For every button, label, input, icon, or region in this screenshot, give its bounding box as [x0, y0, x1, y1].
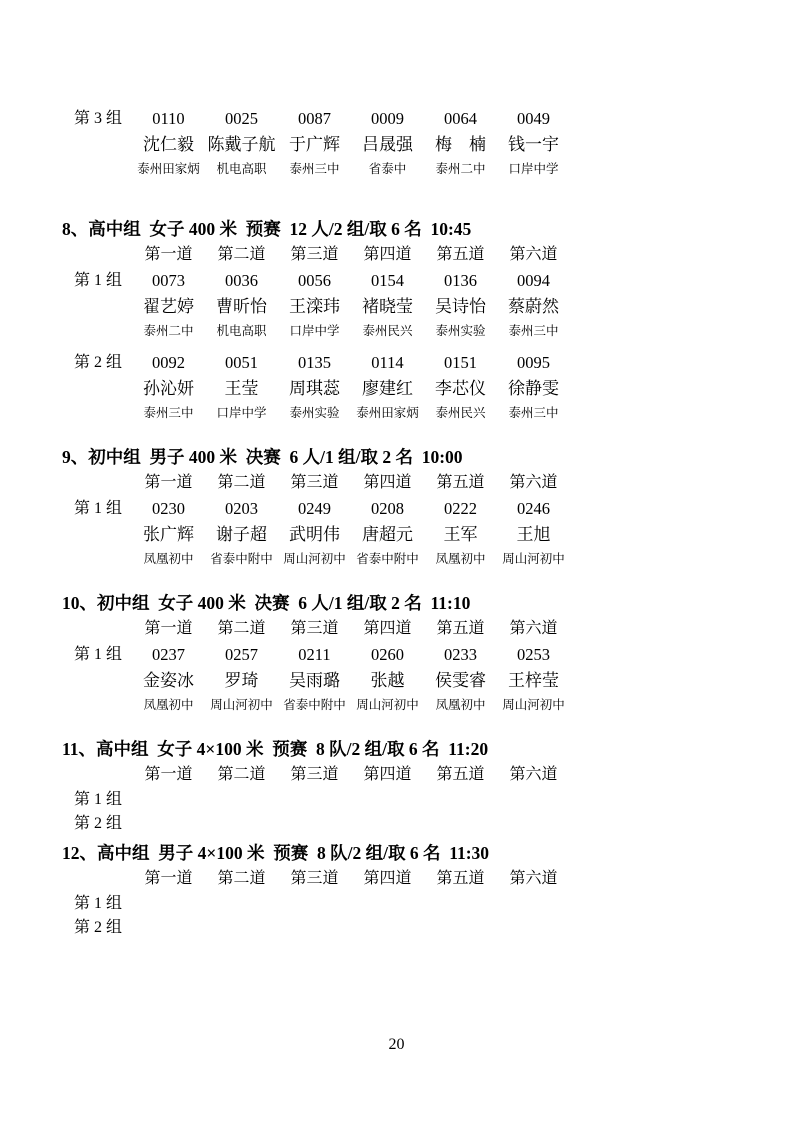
heat-group: [0, 642, 793, 716]
lane-header: 第四道: [363, 246, 412, 263]
school-name: 省泰中附中: [210, 552, 273, 566]
athlete-name: 唐超元: [362, 525, 413, 544]
athlete-name: 李芯仪: [435, 379, 486, 398]
school-name: 凤凰初中: [435, 552, 486, 566]
athlete-name: 于广辉: [289, 135, 340, 154]
bib-number: 0095: [517, 353, 550, 372]
bib-number: 0025: [225, 109, 258, 128]
athlete-name: 吴雨璐: [289, 671, 340, 690]
school-name: 周山河初中: [210, 698, 273, 712]
spacer: [64, 320, 132, 342]
athlete-name-row: [64, 522, 793, 548]
page-number: 20: [388, 1036, 405, 1053]
event-section-12: [0, 840, 793, 940]
lane-header: 第五道: [436, 766, 485, 783]
athlete-name: 吴诗怡: [435, 297, 486, 316]
bib-number: 0253: [517, 645, 550, 664]
bib-number-row: [64, 642, 793, 668]
athlete-name-row: [64, 132, 793, 158]
group-label: 第 1 组: [73, 272, 122, 289]
bib-number: 0092: [152, 353, 185, 372]
school-name: 凤凰初中: [143, 698, 194, 712]
lane-header: 第一道: [144, 474, 193, 491]
athlete-name: 王莹: [224, 379, 259, 398]
bib-number: 0064: [444, 109, 477, 128]
athlete-name: 沈仁毅: [143, 135, 194, 154]
lane-header: 第四道: [363, 620, 412, 637]
group-label: 第 1 组: [73, 646, 122, 663]
athlete-name: 张广辉: [143, 525, 194, 544]
athlete-name: 金姿冰: [143, 671, 194, 690]
school-name: 机电高职: [216, 324, 267, 338]
spacer: [64, 668, 132, 694]
lane-header: 第二道: [217, 766, 266, 783]
school-name: 泰州民兴: [435, 406, 486, 420]
bib-number: 0203: [225, 499, 258, 518]
bib-number: 0257: [225, 645, 258, 664]
spacer: [64, 694, 132, 716]
group-label: 第 1 组: [73, 895, 122, 912]
lane-header: 第六道: [509, 870, 558, 887]
school-name: 凤凰初中: [143, 552, 194, 566]
bib-number: 0249: [298, 499, 331, 518]
school-name: 口岸中学: [289, 324, 340, 338]
bib-number: 0049: [517, 109, 550, 128]
athlete-name: 钱一宇: [508, 135, 559, 154]
bib-number: 0110: [152, 109, 185, 128]
athlete-name-row: [64, 668, 793, 694]
lane-header: 第六道: [509, 620, 558, 637]
bib-number: 0222: [444, 499, 477, 518]
lane-header: 第四道: [363, 474, 412, 491]
lane-header: 第五道: [436, 474, 485, 491]
lane-header: 第五道: [436, 870, 485, 887]
school-name: 泰州三中: [508, 406, 559, 420]
lane-header: 第一道: [144, 246, 193, 263]
lane-header: 第四道: [363, 766, 412, 783]
bib-number: 0056: [298, 271, 331, 290]
spacer: [64, 242, 132, 268]
athlete-name: 徐静雯: [508, 379, 559, 398]
bib-number: 0051: [225, 353, 258, 372]
empty-group-row: [64, 916, 793, 940]
lane-header-row: [64, 470, 793, 496]
group-label: 第 2 组: [73, 815, 122, 832]
spacer: [64, 470, 132, 496]
bib-number: 0154: [371, 271, 404, 290]
bib-number: 0135: [298, 353, 331, 372]
school-row: [64, 158, 793, 180]
school-name: 泰州三中: [143, 406, 194, 420]
empty-group-row: [64, 788, 793, 812]
event-title: 10、初中组 女子 400 米 决赛 6 人/1 组/取 2 名 11:10: [62, 593, 471, 613]
spacer: [64, 616, 132, 642]
spacer: [64, 866, 132, 892]
group-label: 第 1 组: [73, 500, 122, 517]
school-row: [64, 548, 793, 570]
heat-group: [0, 350, 793, 424]
athlete-name-row: [64, 376, 793, 402]
school-name: 泰州民兴: [362, 324, 413, 338]
bib-number: 0230: [152, 499, 185, 518]
bib-number: 0260: [371, 645, 404, 664]
lane-header: 第五道: [436, 620, 485, 637]
school-name: 凤凰初中: [435, 698, 486, 712]
spacer: [64, 294, 132, 320]
school-name: 泰州三中: [289, 162, 340, 176]
athlete-name-row: [64, 294, 793, 320]
bib-number: 0208: [371, 499, 404, 518]
athlete-name: 谢子超: [216, 525, 267, 544]
bib-number-row: [64, 106, 793, 132]
bib-number: 0237: [152, 645, 185, 664]
school-name: 泰州实验: [289, 406, 340, 420]
bib-number-row: [64, 268, 793, 294]
event-section-9: [0, 444, 793, 570]
school-name: 机电高职: [216, 162, 267, 176]
school-name: 周山河初中: [356, 698, 419, 712]
athlete-name: 张越: [370, 671, 405, 690]
group-label: 第 3 组: [73, 110, 122, 127]
lane-header: 第三道: [290, 766, 339, 783]
school-name: 口岸中学: [508, 162, 559, 176]
athlete-name: 廖建红: [362, 379, 413, 398]
lane-header: 第二道: [217, 474, 266, 491]
athlete-name: 罗琦: [224, 671, 259, 690]
school-name: 周山河初中: [502, 552, 565, 566]
event-section-10: [0, 590, 793, 716]
event-title: 12、高中组 男子 4×100 米 预赛 8 队/2 组/取 6 名 11:30: [62, 843, 490, 863]
bib-number: 0009: [371, 109, 404, 128]
spacer: [64, 522, 132, 548]
lane-header-row: [64, 762, 793, 788]
bib-number: 0114: [371, 353, 404, 372]
athlete-name: 翟艺婷: [143, 297, 194, 316]
event-title: 11、高中组 女子 4×100 米 预赛 8 队/2 组/取 6 名 11:20: [62, 739, 489, 759]
spacer: [64, 158, 132, 180]
bib-number: 0233: [444, 645, 477, 664]
school-name: 泰州田家炳: [356, 406, 419, 420]
lane-header: 第六道: [509, 474, 558, 491]
lane-header: 第三道: [290, 620, 339, 637]
heat-group: [0, 268, 793, 342]
athlete-name: 陈戴子航: [207, 135, 276, 154]
bib-number: 0094: [517, 271, 550, 290]
athlete-name: 王滦玮: [289, 297, 340, 316]
school-name: 泰州田家炳: [137, 162, 200, 176]
lane-header: 第二道: [217, 870, 266, 887]
athlete-name: 周琪蕊: [289, 379, 340, 398]
spacer: [64, 762, 132, 788]
event-title: 9、初中组 男子 400 米 决赛 6 人/1 组/取 2 名 10:00: [62, 447, 463, 467]
school-name: 省泰中附中: [356, 552, 419, 566]
athlete-name: 王旭: [516, 525, 551, 544]
school-name: 泰州二中: [435, 162, 486, 176]
lane-header: 第四道: [363, 870, 412, 887]
bib-number: 0087: [298, 109, 331, 128]
spacer: [64, 402, 132, 424]
bib-number: 0246: [517, 499, 550, 518]
lane-header: 第一道: [144, 620, 193, 637]
lane-header: 第三道: [290, 474, 339, 491]
lane-header: 第二道: [217, 620, 266, 637]
school-row: [64, 320, 793, 342]
athlete-name: 侯雯睿: [435, 671, 486, 690]
bib-number: 0073: [152, 271, 185, 290]
athlete-name: 梅 楠: [435, 135, 486, 154]
school-name: 泰州三中: [508, 324, 559, 338]
school-name: 周山河初中: [502, 698, 565, 712]
athlete-name: 蔡蔚然: [508, 297, 559, 316]
athlete-name: 吕晟强: [362, 135, 413, 154]
lane-header-row: [64, 616, 793, 642]
bib-number: 0151: [444, 353, 477, 372]
group-label: 第 1 组: [73, 791, 122, 808]
group-label: 第 2 组: [73, 354, 122, 371]
school-name: 泰州二中: [143, 324, 194, 338]
empty-group-row: [64, 892, 793, 916]
school-name: 泰州实验: [435, 324, 486, 338]
lane-header: 第一道: [144, 870, 193, 887]
school-row: [64, 402, 793, 424]
athlete-name: 王军: [443, 525, 478, 544]
lane-header-row: [64, 242, 793, 268]
lane-header: 第六道: [509, 766, 558, 783]
spacer: [64, 376, 132, 402]
bib-number-row: [64, 350, 793, 376]
athlete-name: 王梓莹: [508, 671, 559, 690]
school-row: [64, 694, 793, 716]
event-title: 8、高中组 女子 400 米 预赛 12 人/2 组/取 6 名 10:45: [62, 219, 472, 239]
lane-header: 第一道: [144, 766, 193, 783]
heat-group: [0, 496, 793, 570]
athlete-name: 曹昕怡: [216, 297, 267, 316]
athlete-name: 孙沁妍: [143, 379, 194, 398]
group-label: 第 2 组: [73, 919, 122, 936]
bib-number-row: [64, 496, 793, 522]
lane-header: 第六道: [509, 246, 558, 263]
bib-number: 0136: [444, 271, 477, 290]
spacer: [64, 132, 132, 158]
bib-number: 0211: [298, 645, 331, 664]
athlete-name: 武明伟: [289, 525, 340, 544]
empty-group-row: [64, 812, 793, 836]
school-name: 口岸中学: [216, 406, 267, 420]
school-name: 省泰中附中: [283, 698, 346, 712]
event-section-11: [0, 736, 793, 836]
lane-header-row: [64, 866, 793, 892]
lane-header: 第三道: [290, 246, 339, 263]
event-section-8: [0, 216, 793, 424]
school-name: 省泰中: [368, 162, 407, 176]
lane-header: 第五道: [436, 246, 485, 263]
school-name: 周山河初中: [283, 552, 346, 566]
lane-header: 第三道: [290, 870, 339, 887]
spacer: [64, 548, 132, 570]
bib-number: 0036: [225, 271, 258, 290]
athlete-name: 褚晓莹: [362, 297, 413, 316]
orphan-group-section: [0, 106, 793, 180]
lane-header: 第二道: [217, 246, 266, 263]
